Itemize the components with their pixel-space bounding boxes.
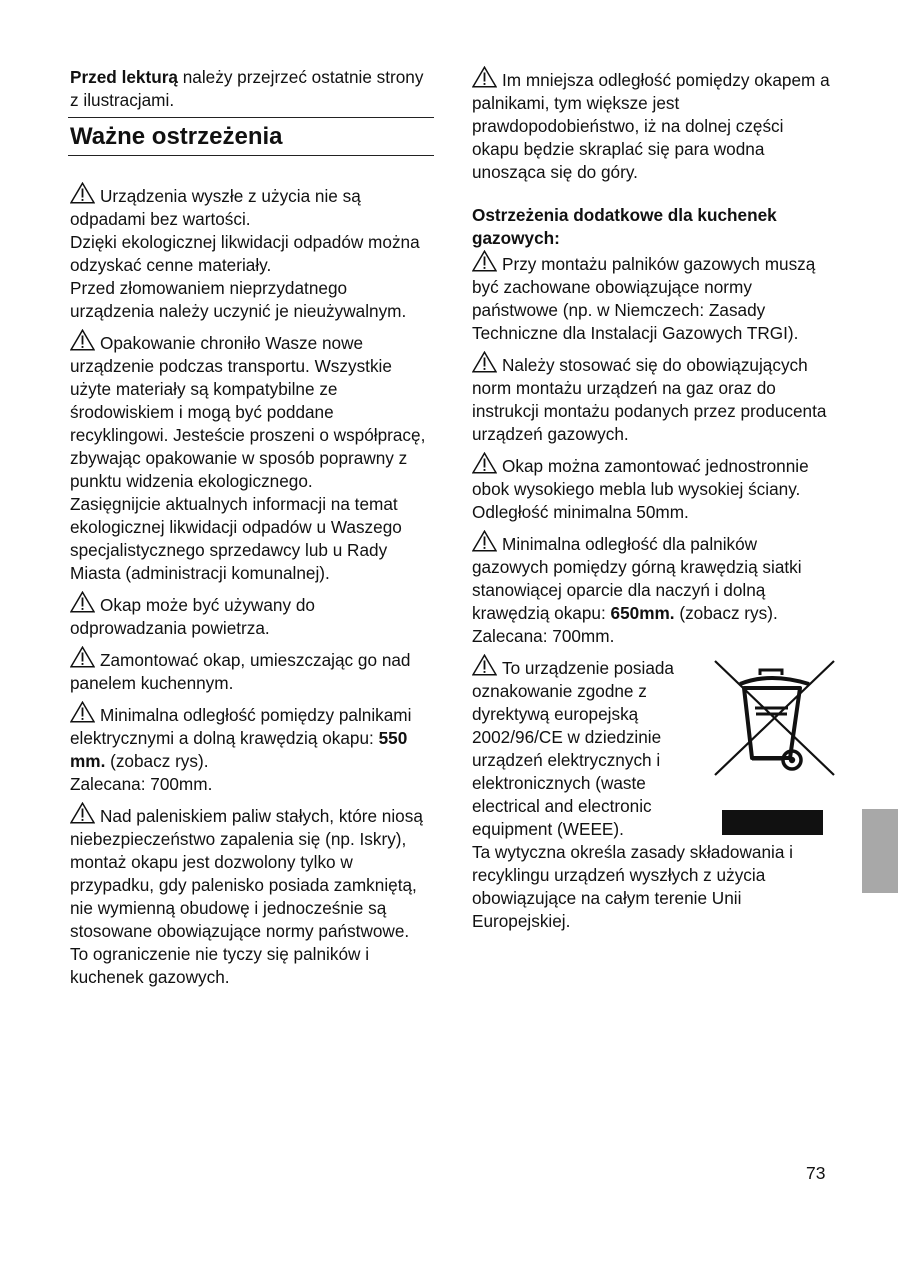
warning-text: Nad paleniskiem paliw stałych, które niosą niebezpieczeństwo zapalenia się (np. Iskry), montaż okapu jest dozwolony tylko w przypadku, gdy palenisko posiada zamkniętą, nie wymienną obudowę i jednocześnie są stosowane obowiązujące normy państwowe.: [70, 806, 423, 941]
paragraph: Zalecana: 700mm.: [70, 774, 213, 794]
distance-value: 650mm.: [610, 603, 675, 623]
crossed-out-bin-icon: [712, 658, 837, 778]
warning-text: Okap może być używany do odprowadzania powietrza.: [70, 595, 315, 638]
warning-text: Przy montażu palników gazowych muszą być zachowane obowiązujące normy państwowe (np. w Niemczech: Zasady Techniczne dla Instalacji Gazowych TRGI).: [472, 254, 816, 343]
warning-triangle-icon: [70, 646, 95, 668]
section-heading-box: [68, 117, 434, 156]
warning-weee: [472, 654, 692, 841]
weee-notice: [472, 654, 834, 841]
warning-text: Minimalna odległość pomiędzy palnikami elektrycznymi a dolną krawędzią okapu:: [70, 705, 412, 748]
warning-text: Urządzenia wyszłe z użycia nie są odpadami bez wartości.: [70, 186, 361, 229]
warning-triangle-icon: [472, 250, 497, 272]
warning-packaging: [70, 329, 432, 493]
warning-triangle-icon: [472, 654, 497, 676]
warning-text: Opakowanie chroniło Wasze nowe urządzenie podczas transportu. Wszystkie użyte materiały są kompatybilne ze środowiskiem i mogą być poddane recyklingowi. Jesteście proszeni o współpracę, zbywając opakowanie w sposób poprawny z punktu widzenia ekologicznego.: [70, 333, 426, 491]
warning-triangle-icon: [472, 66, 497, 88]
paragraph: Zasięgnijcie aktualnych informacji na temat ekologicznej likwidacji odpadów u Waszego specjalistycznego sprzedawcy lub u Rady Miasta (administracji komunalnej).: [70, 494, 402, 583]
warning-side-mounting: [472, 452, 834, 501]
warning-triangle-icon: [472, 530, 497, 552]
warning-text: Zamontować okap, umieszczając go nad panelem kuchennym.: [70, 650, 411, 693]
warning-text: (zobacz rys).: [674, 603, 778, 623]
gas-section-heading: Ostrzeżenia dodatkowe dla kuchenek gazowych:: [472, 205, 777, 248]
intro-bold: Przed lekturą: [70, 67, 178, 87]
warning-gas-installation: [472, 351, 834, 446]
warning-text: Im mniejsza odległość pomiędzy okapem a palnikami, tym większe jest prawdopodobieństwo, iż na dolnej części okapu będzie skraplać się para wodna unosząca się do góry.: [472, 70, 830, 182]
warning-min-distance-gas: [472, 530, 834, 625]
right-column: [472, 66, 834, 933]
warning-triangle-icon: [70, 701, 95, 723]
warning-mounting: [70, 646, 432, 695]
warning-solid-fuel: [70, 802, 432, 943]
paragraph: Ta wytyczna określa zasady składowania i recyklingu urządzeń wyszłych z użycia obowiązujące na całym terenie Unii Europejskiej.: [472, 842, 793, 931]
warning-text: Minimalna odległość dla palników gazowych pomiędzy górną krawędzią siatki stanowiącej oparcie dla naczyń i dolną krawędzią okapu:: [472, 534, 802, 623]
weee-marking-bar: [722, 810, 823, 835]
warning-triangle-icon: [472, 351, 497, 373]
section-tab: [862, 809, 898, 893]
warning-triangle-icon: [70, 591, 95, 613]
paragraph: Przed złomowaniem nieprzydatnego urządzenia należy uczynić je nieużywalnym.: [70, 278, 407, 321]
warning-condensation: [472, 66, 834, 184]
page-title: Ważne ostrzeżenia: [70, 123, 283, 150]
warning-exhaust: [70, 591, 432, 640]
warning-triangle-icon: [70, 329, 95, 351]
paragraph: Odległość minimalna 50mm.: [472, 502, 689, 522]
intro-text: [70, 66, 432, 112]
warning-min-distance-electric: [70, 701, 432, 773]
warning-triangle-icon: [472, 452, 497, 474]
left-column: [70, 66, 432, 989]
paragraph: Zalecana: 700mm.: [472, 626, 615, 646]
warning-waste: [70, 182, 432, 231]
distance-value: 550 mm.: [70, 728, 408, 771]
warning-triangle-icon: [70, 802, 95, 824]
paragraph: Dzięki ekologicznej likwidacji odpadów można odzyskać cenne materiały.: [70, 232, 420, 275]
warning-text: Okap można zamontować jednostronnie obok wysokiego mebla lub wysokiej ściany.: [472, 456, 809, 499]
warning-text: (zobacz rys).: [105, 751, 209, 771]
paragraph: To ograniczenie nie tyczy się palników i kuchenek gazowych.: [70, 944, 370, 987]
intro-rest: należy przejrzeć ostatnie strony z ilustracjami.: [70, 67, 424, 110]
page-number: 73: [806, 1163, 826, 1183]
warning-triangle-icon: [70, 182, 95, 204]
warning-text: To urządzenie posiada oznakowanie zgodne z dyrektywą europejską 2002/96/CE w dziedzinie urządzeń elektrycznych i elektronicznych (waste electrical and electronic equipment (WEEE).: [472, 658, 674, 839]
warning-gas-norms: [472, 250, 834, 345]
warning-text: Należy stosować się do obowiązujących norm montażu urządzeń na gaz oraz do instrukcji montażu podanych przez producenta urządzeń gazowych.: [472, 355, 827, 444]
